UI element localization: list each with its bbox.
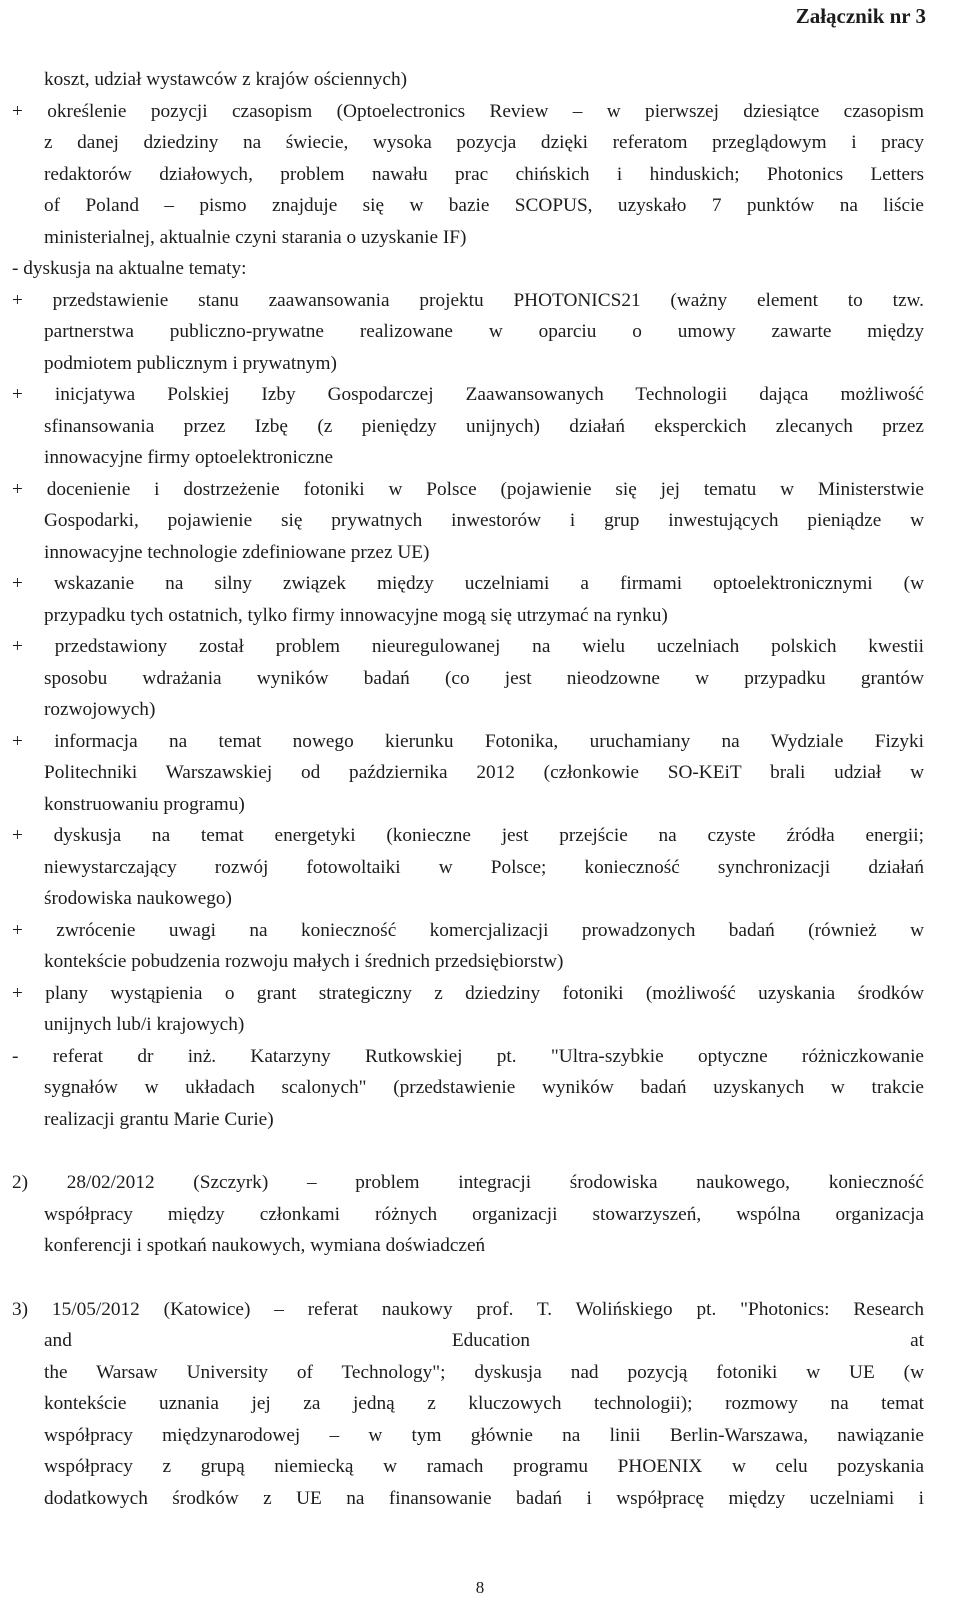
- text-line: sygnałów w układach scalonych" (przedstawienie wyników badań uzyskanych w trakcie: [44, 1077, 924, 1098]
- text-line: sfinansowania przez Izbę (z pieniędzy unijnych) działań eksperckich zlecanych przez: [44, 415, 924, 437]
- text-line: of Poland – pismo znajduje się w bazie SCOPUS, uzyskało 7 punktów na liście: [44, 195, 924, 216]
- text-line: redaktorów działowych, problem nawału prac chińskich i hinduskich; Photonics Letters: [44, 163, 924, 185]
- paragraph-gap: [12, 1135, 924, 1167]
- text-line: Gospodarki, pojawienie się prywatnych inwestorów i grup inwestujących pieniądze w: [44, 510, 924, 531]
- text-line: partnerstwa publiczno-prywatne realizowane w oparciu o umowy zawarte między: [44, 321, 924, 342]
- text-line: ministerialnej, aktualnie czyni starania o uzyskanie IF): [44, 226, 467, 248]
- text-line: współpracy między członkami różnych organizacji stowarzyszeń, wspólna organizacja: [44, 1203, 924, 1225]
- text-line: rozwojowych): [44, 699, 156, 720]
- text-line: innowacyjne technologie zdefiniowane przez UE): [44, 541, 430, 563]
- text-line: + wskazanie na silny związek między uczelniami a firmami optoelektronicznymi (w: [12, 573, 924, 594]
- text-line: and Education at: [44, 1330, 924, 1351]
- text-line: + informacja na temat nowego kierunku Fotonika, uruchamiany na Wydziale Fizyki: [12, 730, 924, 752]
- text-line: współpracy międzynarodowej – w tym głównie na linii Berlin-Warszawa, nawiązanie: [44, 1424, 924, 1446]
- document-body: [12, 64, 924, 1514]
- text-line: przypadku tych ostatnich, tylko firmy innowacyjne mogą się utrzymać na rynku): [44, 604, 668, 626]
- text-line: dodatkowych środków z UE na finansowanie badań i współpracę między uczelniami i: [44, 1487, 924, 1509]
- text-line: Politechniki Warszawskiej od października 2012 (członkowie SO-KEiT brali udział w: [44, 762, 924, 783]
- text-line: podmiotem publicznym i prywatnym): [44, 352, 337, 374]
- text-line: + przedstawiony został problem nieuregulowanej na wielu uczelniach polskich kwestii: [12, 636, 924, 657]
- text-line: 3) 15/05/2012 (Katowice) – referat naukowy prof. T. Wolińskiego pt. "Photonics: Research: [12, 1298, 924, 1320]
- text-line: - referat dr inż. Katarzyny Rutkowskiej pt. "Ultra-szybkie optyczne różniczkowanie: [12, 1045, 924, 1067]
- text-line: sposobu wdrażania wyników badań (co jest nieodzowne w przypadku grantów: [44, 667, 924, 689]
- text-line: 2) 28/02/2012 (Szczyrk) – problem integracji środowiska naukowego, konieczność: [12, 1172, 924, 1193]
- text-line: - dyskusja na aktualne tematy:: [12, 258, 247, 279]
- text-line: współpracy z grupą niemiecką w ramach programu PHOENIX w celu pozyskania: [44, 1456, 924, 1477]
- text-line: środowiska naukowego): [44, 888, 232, 909]
- text-line: konferencji i spotkań naukowych, wymiana doświadczeń: [44, 1235, 486, 1256]
- text-line: + inicjatywa Polskiej Izby Gospodarczej Zaawansowanych Technologii dająca możliwość: [12, 384, 924, 405]
- text-line: + zwrócenie uwagi na konieczność komercjalizacji prowadzonych badań (również w: [12, 919, 924, 941]
- text-line: kontekście uznania jej za jedną z kluczowych technologii); rozmowy na temat: [44, 1393, 924, 1414]
- text-line: + przedstawienie stanu zaawansowania projektu PHOTONICS21 (ważny element to tzw.: [12, 289, 924, 311]
- text-line: + docenienie i dostrzeżenie fotoniki w Polsce (pojawienie się jej tematu w Ministerstwie: [12, 478, 924, 500]
- text-line: z danej dziedziny na świecie, wysoka pozycja dzięki referatom przeglądowym i pracy: [44, 132, 924, 153]
- text-line: + dyskusja na temat energetyki (konieczne jest przejście na czyste źródła energii;: [12, 825, 924, 846]
- text-line: + plany wystąpienia o grant strategiczny z dziedziny fotoniki (możliwość uzyskania środków: [12, 982, 924, 1004]
- paragraph-gap: [12, 1262, 924, 1294]
- page-number: 8: [475, 1578, 485, 1597]
- text-line: konstruowaniu programu): [44, 793, 245, 815]
- text-line: niewystarczający rozwój fotowoltaiki w Polsce; konieczność synchronizacji działań: [44, 856, 924, 878]
- text-line: + określenie pozycji czasopism (Optoelectronics Review – w pierwszej dziesiątce czasopism: [12, 100, 924, 122]
- text-line: unijnych lub/i krajowych): [44, 1014, 245, 1035]
- text-line: innowacyjne firmy optoelektroniczne: [44, 447, 334, 468]
- annex-label: Załącznik nr 3: [795, 4, 926, 28]
- text-line: koszt, udział wystawców z krajów ościennych): [44, 69, 408, 90]
- text-line: realizacji grantu Marie Curie): [44, 1108, 274, 1130]
- text-line: kontekście pobudzenia rozwoju małych i średnich przedsiębiorstw): [44, 951, 564, 972]
- text-line: the Warsaw University of Technology"; dyskusja nad pozycją fotoniki w UE (w: [44, 1361, 924, 1383]
